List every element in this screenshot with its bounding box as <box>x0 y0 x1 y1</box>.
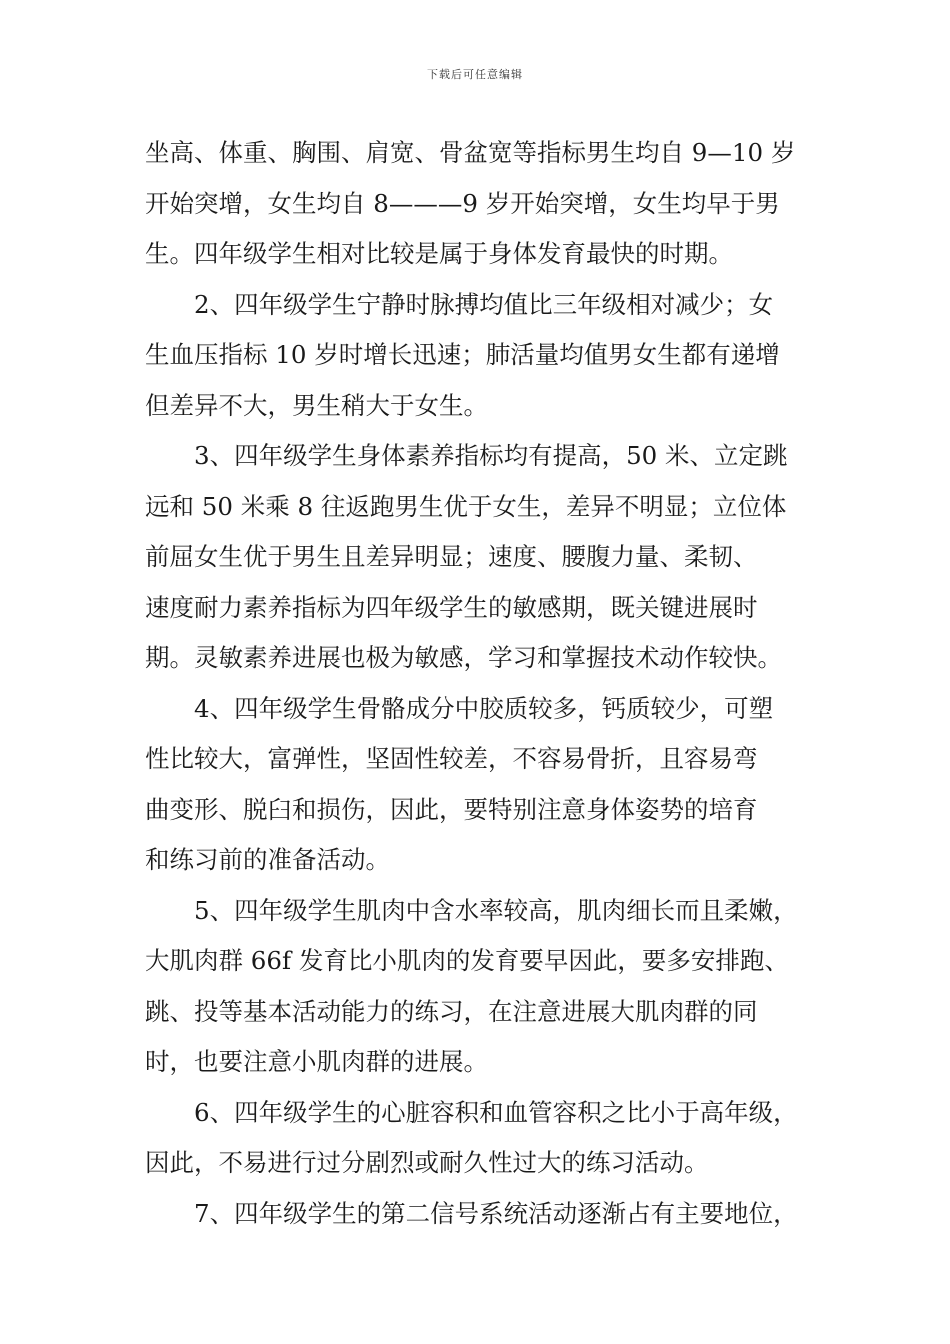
text-line: 跳、投等基本活动能力的练习，在注意进展大肌肉群的同 <box>145 996 758 1026</box>
text-line: 大肌肉群 66f 发育比小肌肉的发育要早因此，要多安排跑、 <box>145 946 789 975</box>
text-line: 坐高、体重、胸围、肩宽、骨盆宽等指标男生均自 9—10 岁 <box>145 138 796 167</box>
text-line: 曲变形、脱臼和损伤，因此，要特别注意身体姿势的培育 <box>145 794 758 824</box>
text-line: 期。灵敏素养进展也极为敏感，学习和掌握技术动作较快。 <box>145 643 782 672</box>
page-header: 下载后可任意编辑 <box>427 68 523 81</box>
text-line: 生血压指标 10 岁时增长迅速；肺活量均值男女生都有递增 <box>145 340 780 369</box>
text-line: 前屈女生优于男生且差异明显；速度、腰腹力量、柔韧、 <box>145 542 758 571</box>
text-line: 性比较大，富弹性，坚固性较差，不容易骨折，且容易弯 <box>145 744 758 773</box>
text-line: 3、四年级学生身体素养指标均有提高，50 米、立定跳 <box>194 441 788 470</box>
text-line: 速度耐力素养指标为四年级学生的敏感期，既关键进展时 <box>145 592 758 622</box>
text-line: 因此，不易进行过分剧烈或耐久性过大的练习活动。 <box>145 1148 709 1177</box>
text-line: 6、四年级学生的心脏容积和血管容积之比小于高年级， <box>194 1097 798 1127</box>
text-line: 时，也要注意小肌肉群的进展。 <box>145 1047 488 1076</box>
text-line: 2、四年级学生宁静时脉搏均值比三年级相对减少；女 <box>194 289 774 319</box>
text-line: 但差异不大，男生稍大于女生。 <box>145 390 488 420</box>
text-line: 4、四年级学生骨骼成分中胶质较多，钙质较少，可塑 <box>194 693 774 723</box>
text-line: 生。四年级学生相对比较是属于身体发育最快的时期。 <box>145 239 733 268</box>
text-line: 远和 50 米乘 8 往返跑男生优于女生，差异不明显；立位体 <box>145 491 787 521</box>
text-line: 5、四年级学生肌肉中含水率较高，肌肉细长而且柔嫩， <box>194 895 798 925</box>
text-line: 7、四年级学生的第二信号系统活动逐渐占有主要地位， <box>194 1198 798 1228</box>
text-line: 和练习前的准备活动。 <box>145 845 390 874</box>
text-line: 开始突增，女生均自 8———9 岁开始突增，女生均早于男 <box>145 188 780 218</box>
document-body <box>145 128 810 1239</box>
